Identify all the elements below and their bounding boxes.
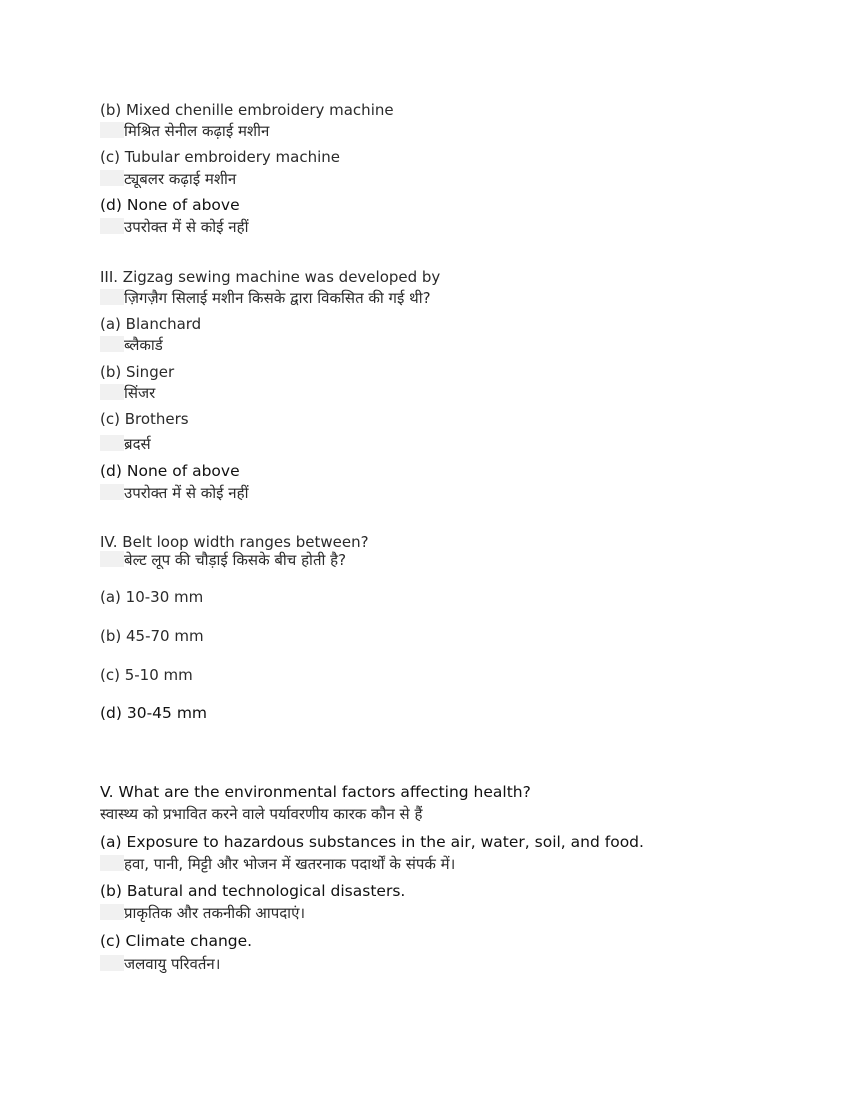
q2-option-b-hi: मिश्रित सेनील कढ़ाई मशीन bbox=[100, 122, 269, 141]
q5-option-b-en: (b) Batural and technological disasters. bbox=[100, 882, 406, 900]
q4-option-c: (c) 5-10 mm bbox=[100, 666, 193, 684]
q5-option-c-hi: जलवायु परिवर्तन। bbox=[100, 955, 220, 974]
q3-option-c-hi: ब्रदर्स bbox=[100, 435, 151, 454]
q3-option-b-en: (b) Singer bbox=[100, 363, 175, 381]
q4-option-d: (d) 30-45 mm bbox=[100, 704, 208, 722]
q4-question-hi: बेल्ट लूप की चौड़ाई किसके बीच होती है? bbox=[100, 551, 346, 570]
q2-option-d-en: (d) None of above bbox=[100, 196, 240, 214]
q4-option-b: (b) 45-70 mm bbox=[100, 627, 204, 645]
q4-option-a: (a) 10-30 mm bbox=[100, 588, 204, 606]
q3-option-c-en: (c) Brothers bbox=[100, 410, 189, 428]
q2-option-c-en: (c) Tubular embroidery machine bbox=[100, 148, 340, 166]
q4-question-en: IV. Belt loop width ranges between? bbox=[100, 533, 369, 551]
q3-option-a-hi: ब्लैकार्ड bbox=[100, 336, 163, 355]
q2-option-c-hi: ट्यूबलर कढ़ाई मशीन bbox=[100, 170, 236, 189]
q5-question-hi: स्वास्थ्य को प्रभावित करने वाले पर्यावरणीय कारक कौन से हैं bbox=[100, 805, 423, 823]
q5-option-b-hi: प्राकृतिक और तकनीकी आपदाएं। bbox=[100, 904, 305, 923]
q3-option-a-en: (a) Blanchard bbox=[100, 315, 202, 333]
q3-question-en: III. Zigzag sewing machine was developed by bbox=[100, 268, 441, 286]
q2-option-b-en: (b) Mixed chenille embroidery machine bbox=[100, 101, 394, 119]
q3-option-b-hi: सिंजर bbox=[100, 384, 155, 403]
q3-option-d-en: (d) None of above bbox=[100, 462, 240, 480]
q5-option-a-en: (a) Exposure to hazardous substances in the air, water, soil, and food. bbox=[100, 833, 644, 851]
q3-question-hi: ज़िगज़ैग सिलाई मशीन किसके द्वारा विकसित की गई थी? bbox=[100, 289, 431, 308]
q3-option-d-hi: उपरोक्त में से कोई नहीं bbox=[100, 484, 248, 503]
q5-option-c-en: (c) Climate change. bbox=[100, 932, 253, 950]
q2-option-d-hi: उपरोक्त में से कोई नहीं bbox=[100, 218, 248, 237]
q5-option-a-hi: हवा, पानी, मिट्टी और भोजन में खतरनाक पदार्थों के संपर्क में। bbox=[100, 855, 455, 874]
q5-question-en: V. What are the environmental factors affecting health? bbox=[100, 783, 531, 801]
